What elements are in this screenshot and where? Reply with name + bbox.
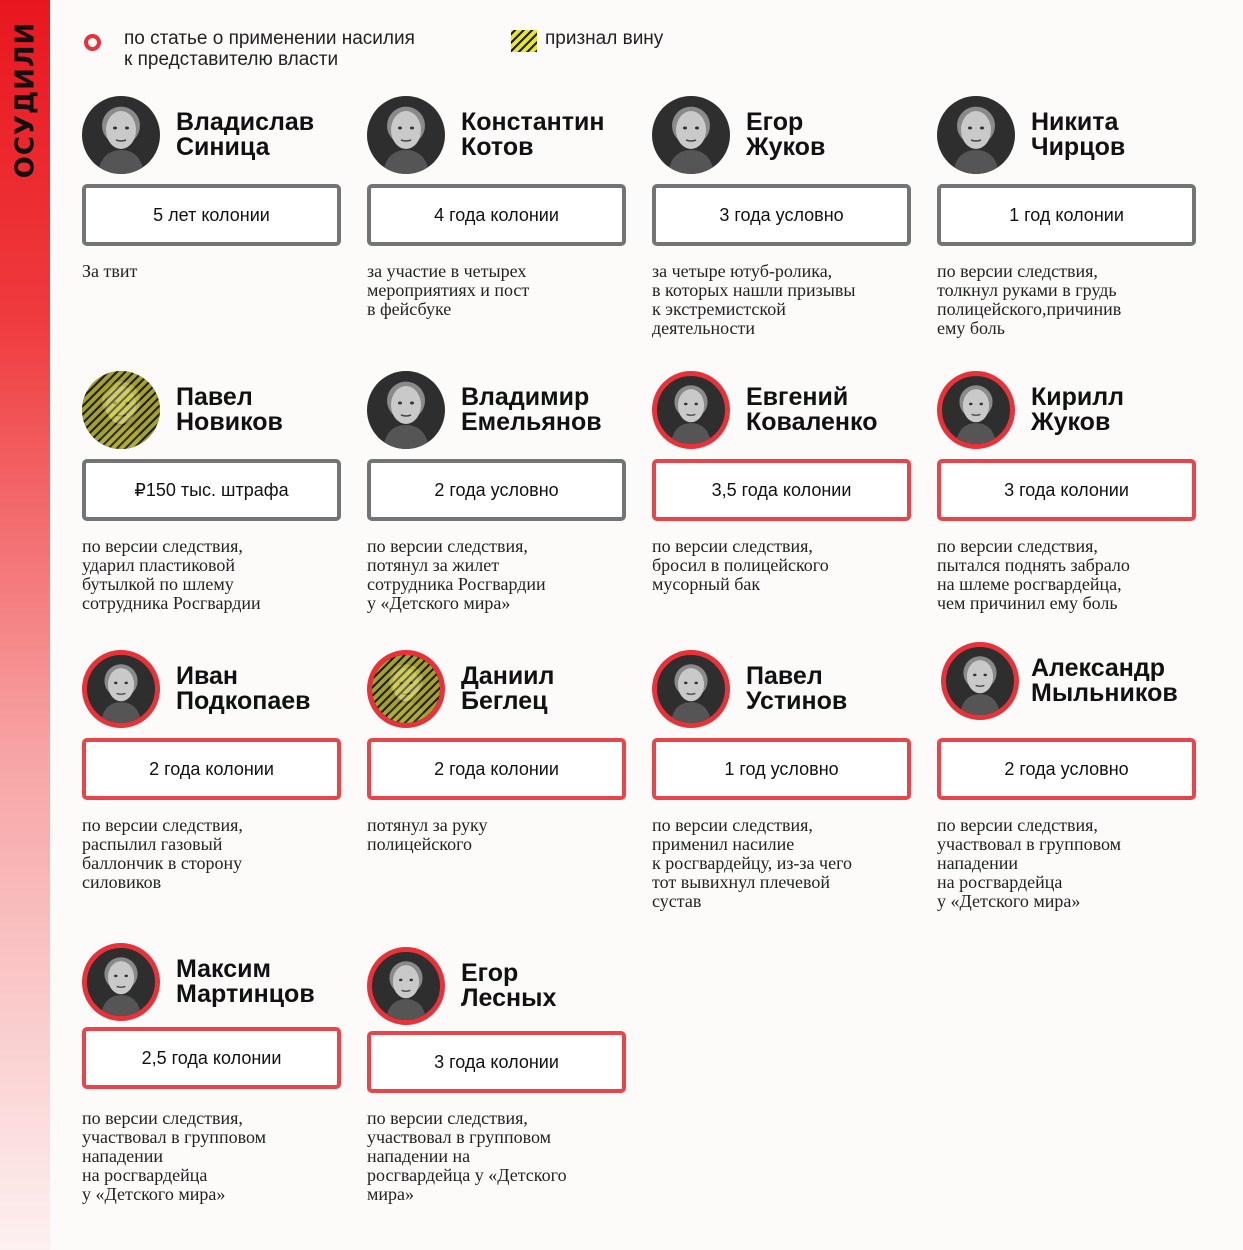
- charge-description: по версии следствия, участвовал в групповом нападении на росгвардейца у «Детского мира»: [367, 1108, 567, 1204]
- person-photo: [82, 943, 160, 1021]
- person-card: [652, 650, 914, 910]
- sentence-box: 3 года условно: [652, 184, 911, 246]
- person-photo: [82, 96, 160, 174]
- sentence-box: ₽150 тыс. штрафа: [82, 459, 341, 521]
- charge-description: за четыре ютуб-ролика, в которых нашли призывы к экстремистской деятельности: [652, 261, 856, 338]
- person-photo: [941, 642, 1019, 720]
- person-photo: [82, 371, 160, 449]
- sentence-box: 3,5 года колонии: [652, 459, 911, 521]
- person-card: [367, 96, 629, 356]
- sentence-box: 3 года колонии: [937, 459, 1196, 521]
- sentence-box: 2 года условно: [937, 738, 1196, 800]
- person-photo: [367, 371, 445, 449]
- sentence-box: 3 года колонии: [367, 1031, 626, 1093]
- sentence-box: 2 года условно: [367, 459, 626, 521]
- person-photo: [937, 371, 1015, 449]
- person-name: Егор Жуков: [746, 108, 826, 161]
- charge-description: За твит: [82, 261, 138, 281]
- person-card: [652, 96, 914, 356]
- person-card: [652, 371, 914, 631]
- sentence-box: 4 года колонии: [367, 184, 626, 246]
- person-photo: [367, 947, 445, 1025]
- person-name: Никита Чирцов: [1031, 108, 1126, 161]
- person-name: Владимир Емельянов: [461, 383, 602, 436]
- person-photo: [652, 650, 730, 728]
- charge-description: по версии следствия, участвовал в групповом нападении на росгвардейца у «Детского мира»: [82, 1108, 266, 1204]
- legend: [82, 28, 782, 78]
- person-name: Егор Лесных: [461, 959, 557, 1012]
- person-photo: [937, 96, 1015, 174]
- person-name: Павел Устинов: [746, 662, 848, 715]
- sentence-box: 1 год колонии: [937, 184, 1196, 246]
- person-card: [82, 96, 344, 356]
- guilty-marker-icon: [511, 30, 537, 52]
- legend-violence-label: по статье о применении насилия к представителю власти: [124, 28, 415, 70]
- person-photo: [367, 96, 445, 174]
- person-photo: [82, 650, 160, 728]
- person-photo: [652, 371, 730, 449]
- person-card: [937, 96, 1199, 356]
- person-name: Александр Мыльников: [1031, 654, 1178, 707]
- person-name: Кирилл Жуков: [1031, 383, 1125, 436]
- sidebar-label-wrap: [0, 0, 50, 200]
- sentence-box: 2,5 года колонии: [82, 1027, 341, 1089]
- person-card: [367, 943, 629, 1203]
- charge-description: по версии следствия, бросил в полицейского мусорный бак: [652, 536, 829, 594]
- legend-guilty-label: признал вину: [545, 28, 664, 49]
- person-card: [937, 371, 1199, 631]
- charge-description: по версии следствия, потянул за жилет сотрудника Росгвардии у «Детского мира»: [367, 536, 546, 613]
- sentence-box: 1 год условно: [652, 738, 911, 800]
- sidebar: [0, 0, 50, 1250]
- person-card: [367, 650, 629, 910]
- person-name: Евгений Коваленко: [746, 383, 878, 436]
- person-card: [82, 943, 344, 1203]
- charge-description: по версии следствия, участвовал в групповом нападении на росгвардейца у «Детского мира»: [937, 815, 1121, 911]
- person-name: Владислав Синица: [176, 108, 315, 161]
- sentence-box: 2 года колонии: [367, 738, 626, 800]
- charge-description: по версии следствия, пытался поднять забрало на шлеме росгвардейца, чем причинил ему боль: [937, 536, 1130, 613]
- sentence-box: 2 года колонии: [82, 738, 341, 800]
- person-name: Максим Мартинцов: [176, 955, 315, 1008]
- person-name: Павел Новиков: [176, 383, 283, 436]
- person-card: [367, 371, 629, 631]
- charge-description: по версии следствия, распылил газовый баллончик в сторону силовиков: [82, 815, 243, 892]
- sentence-box: 5 лет колонии: [82, 184, 341, 246]
- person-card: [82, 371, 344, 631]
- person-name: Константин Котов: [461, 108, 605, 161]
- person-name: Иван Подкопаев: [176, 662, 311, 715]
- person-photo: [367, 650, 445, 728]
- section-label: ОСУДИЛИ: [10, 21, 40, 179]
- person-card: [937, 650, 1199, 910]
- person-name: Даниил Беглец: [461, 662, 555, 715]
- person-card: [82, 650, 344, 910]
- charge-description: по версии следствия, толкнул руками в грудь полицейского,причинив ему боль: [937, 261, 1122, 338]
- charge-description: потянул за руку полицейского: [367, 815, 488, 854]
- charge-description: за участие в четырех мероприятиях и пост в фейсбуке: [367, 261, 530, 319]
- violence-marker-icon: [84, 34, 101, 51]
- person-photo: [652, 96, 730, 174]
- charge-description: по версии следствия, ударил пластиковой бутылкой по шлему сотрудника Росгвардии: [82, 536, 261, 613]
- charge-description: по версии следствия, применил насилие к росгвардейцу, из-за чего тот вывихнул плечевой сустав: [652, 815, 853, 911]
